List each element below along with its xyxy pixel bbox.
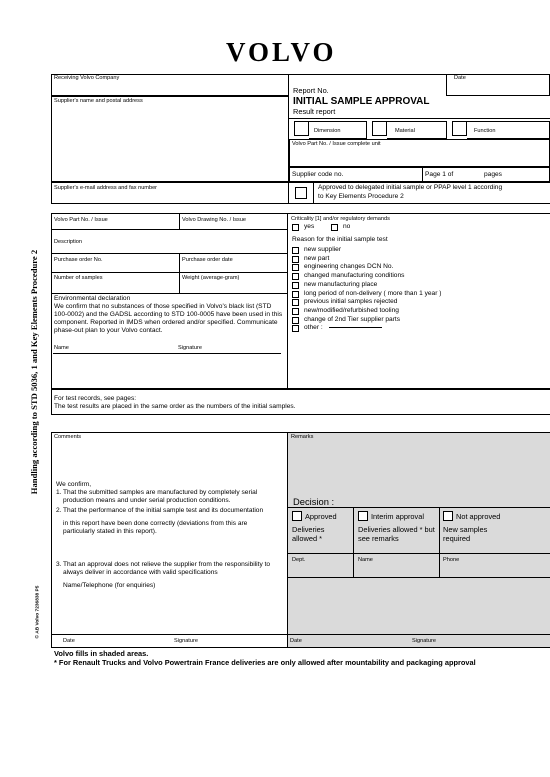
pages-label: pages [484, 171, 502, 178]
date-label: Date [454, 75, 466, 81]
env-text: We confirm that no substances of those specified in Volvo's black list (STD 100-0002) and the GADSL according to STD 100-0005 have been used in this component. Reported in IMDS when ordered and/or specified. Communicate phase-out plan to your Volvo contact. [54, 303, 283, 334]
part-no-complete-label: Volvo Part No. / Issue complete unit [292, 141, 381, 147]
approved-checkbox[interactable] [292, 511, 302, 521]
weight-label: Weight (average-gram) [182, 275, 240, 281]
description-label: Description [54, 239, 82, 245]
name-tel-label: Name/Telephone (for enquiries) [63, 582, 156, 589]
crit-yes-label: yes [304, 223, 315, 230]
reason-label: new manufacturing place [304, 280, 378, 288]
footer-line2: * For Renault Trucks and Volvo Powertrain France deliveries are only allowed after mountability and packaging approval [54, 658, 476, 667]
form-title: INITIAL SAMPLE APPROVAL [293, 96, 430, 107]
interim-checkbox[interactable] [358, 511, 368, 521]
not-approved-checkbox[interactable] [443, 511, 453, 521]
date-right-label: Date [290, 638, 302, 644]
date-bottom-label: Date [63, 638, 75, 644]
supplier-name-label: Supplier's name and postal address [54, 98, 143, 104]
reason-label: long period of non-delivery ( more than 1 year ) [304, 289, 442, 297]
volvo-logo: VOLVO [226, 37, 337, 67]
drawing-no-label: Volvo Drawing No. / Issue [182, 217, 247, 223]
reason-checkbox[interactable] [292, 273, 299, 280]
test-records-line2: The test results are placed in the same order as the numbers of the initial samples. [54, 403, 296, 410]
confirm-num-3: 3. [56, 561, 62, 568]
approved-delegated-line2: to Key Elements Procedure 2 [318, 193, 404, 200]
dept-label: Dept. [292, 557, 306, 563]
signature-right-label: Signature [412, 638, 436, 644]
reason-label: previous initial samples rejected [304, 298, 398, 306]
report-no-label: Report No. [293, 86, 329, 95]
signature-bottom-label: Signature [174, 638, 198, 644]
deliveries-allowed-remarks-label: Deliveries allowed * but see remarks [358, 525, 435, 543]
reason-checkbox[interactable] [292, 299, 299, 306]
crit-no-label: no [343, 223, 351, 230]
remarks-label: Remarks [291, 434, 314, 440]
num-samples-label: Number of samples [54, 275, 103, 281]
approved-delegated-checkbox[interactable] [295, 187, 307, 199]
reason-label: new/modified/refurbished tooling [304, 306, 399, 314]
page-of-label: Page 1 of [425, 171, 454, 178]
reason-checkbox[interactable] [292, 256, 299, 263]
env-name-label: Name [54, 345, 69, 351]
reason-checkbox[interactable] [292, 264, 299, 271]
dimension-checkbox[interactable] [294, 121, 309, 136]
reason-label: change of 2nd Tier supplier parts [304, 315, 401, 323]
supplier-name-box[interactable] [51, 96, 289, 182]
confirm-3-text: That an approval does not relieve the supplier from the responsibility to always deliver in accordance with valid specifications [63, 561, 271, 576]
po-date-label: Purchase order date [182, 257, 233, 263]
crit-yes-checkbox[interactable] [292, 224, 299, 231]
test-records-line1: For test records, see pages: [54, 395, 137, 402]
confirm-1-text: That the submitted samples are manufactured by completely serial production means and under serial production conditions. [63, 489, 258, 504]
reason-checkbox[interactable] [292, 247, 299, 254]
footer-line1: Volvo fills in shaded areas. [54, 649, 149, 658]
reason-label: new supplier [304, 246, 342, 253]
side-handling-text: Handling according to STD 5036, 1 and Key Elements Procedure 2 [29, 249, 39, 495]
form-subtitle: Result report [293, 107, 336, 116]
function-checkbox[interactable] [452, 121, 467, 136]
reason-label: engineering changes DCN No. [304, 263, 394, 271]
reason-title: Reason for the initial sample test [292, 236, 388, 243]
confirm-2a-text: That the performance of the initial sample test and its documentation [63, 507, 264, 514]
comments-label: Comments [54, 434, 82, 440]
material-label: Material [395, 128, 415, 134]
reason-checkbox[interactable] [292, 282, 299, 289]
deliveries-allowed-label: Deliveries allowed * [292, 525, 325, 543]
confirm-num-2: 2. [56, 507, 62, 514]
supplier-code-label: Supplier code no. [292, 171, 344, 178]
phone-label: Phone [443, 557, 460, 563]
receiving-company-label: Receiving Volvo Company [54, 75, 120, 81]
criticality-label: Criticality [1] and/or regulatory demands [291, 216, 390, 222]
dimension-label: Dimension [314, 128, 341, 134]
confirm-2b-text: in this report have been done correctly (deviations from this are particularly stated in this report). [63, 520, 248, 535]
crit-no-checkbox[interactable] [331, 224, 338, 231]
env-signature-label: Signature [178, 345, 202, 351]
copyright-text: © AB Volvo 7236838 P5 [35, 585, 41, 639]
reason-checkbox[interactable] [292, 325, 299, 332]
confirm-num-1: 1. [56, 489, 62, 496]
interim-label: Interim approval [371, 512, 424, 521]
reason-checkbox[interactable] [292, 317, 299, 324]
po-no-label: Purchase order No. [54, 257, 103, 263]
reason-label: changed manufacturing conditions [304, 272, 405, 280]
confirm-title: We confirm, [56, 481, 92, 488]
new-samples-label: New samples required [443, 525, 488, 543]
part-no-label: Volvo Part No. / Issue [54, 217, 108, 223]
reason-checkbox[interactable] [292, 308, 299, 315]
reason-label: new part [304, 254, 330, 262]
name-label: Name [358, 557, 373, 563]
env-title: Environmental declaration [54, 295, 131, 302]
supplier-email-label: Supplier's e-mail address and fax number [54, 185, 158, 191]
not-approved-label: Not approved [456, 512, 501, 521]
approved-delegated-line1: Approved to delegated initial sample or PPAP level 1 according [318, 184, 503, 191]
reason-checkbox[interactable] [292, 291, 299, 298]
approved-label: Approved [305, 512, 337, 521]
function-label: Function [474, 128, 496, 134]
reason-label: other : [304, 324, 323, 332]
decision-label: Decision : [293, 496, 335, 507]
material-checkbox[interactable] [372, 121, 387, 136]
